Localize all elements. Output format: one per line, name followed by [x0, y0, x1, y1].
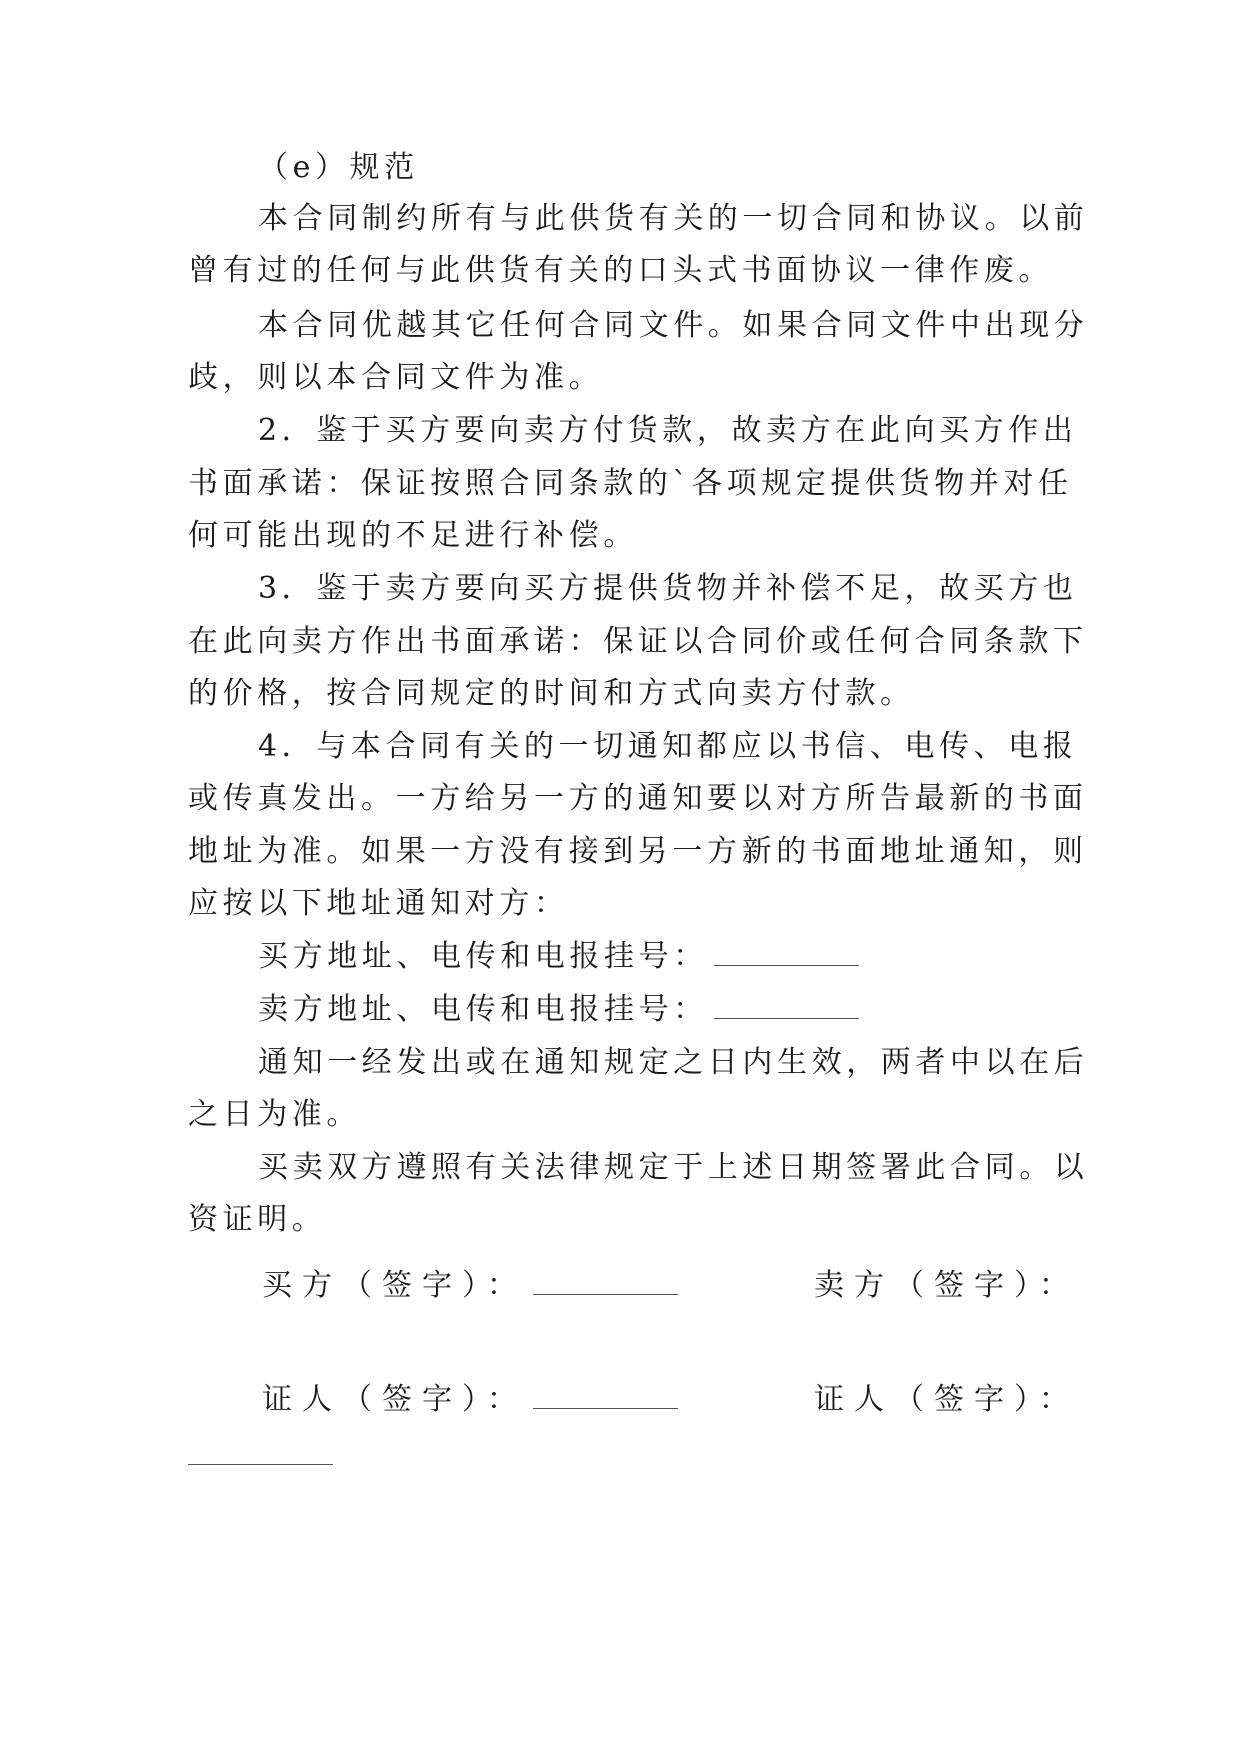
section-heading: （e）规范: [258, 150, 419, 185]
paragraph-line: 3．鉴于卖方要向买方提供货物并补偿不足，故买方也: [258, 571, 1078, 606]
paragraph-line: 何可能出现的不足进行补偿。: [188, 518, 638, 553]
paragraph-line: 本合同制约所有与此供货有关的一切合同和协议。以前: [258, 201, 1089, 236]
paragraph-line: 应按以下地址通知对方：: [188, 886, 569, 921]
paragraph-line: 2．鉴于买方要向卖方付货款，故卖方在此向买方作出: [258, 413, 1078, 448]
seller-signature-blank: [188, 1464, 333, 1465]
seller-address-label: 卖方地址、电传和电报挂号：: [258, 992, 708, 1027]
buyer-signature-line: [262, 1266, 678, 1306]
buyer-signature-blank: [533, 1270, 678, 1295]
seller-address-line: [258, 990, 859, 1030]
witness-right-label: 证人（签字）：: [814, 1382, 1079, 1417]
paragraph-line: 资证明。: [188, 1202, 327, 1237]
paragraph-line: 歧，则以本合同文件为准。: [188, 360, 604, 395]
paragraph-line: 之日为准。: [188, 1097, 361, 1132]
seller-signature-label: 卖方（签字）：: [814, 1268, 1079, 1303]
witness-left-line: [262, 1380, 678, 1420]
paragraph-line: 书面承诺：保证按照合同条款的`各项规定提供货物并对任: [188, 466, 1073, 501]
seller-address-blank: [714, 994, 859, 1019]
buyer-address-label: 买方地址、电传和电报挂号：: [258, 939, 708, 974]
paragraph-line: 本合同优越其它任何合同文件。如果合同文件中出现分: [258, 308, 1089, 343]
paragraph-line: 买卖双方遵照有关法律规定于上述日期签署此合同。以: [258, 1150, 1089, 1185]
buyer-address-line: [258, 937, 859, 977]
paragraph-line: 地址为准。如果一方没有接到另一方新的书面地址通知，则: [188, 834, 1088, 869]
paragraph-line: 通知一经发出或在通知规定之日内生效，两者中以在后: [258, 1045, 1089, 1080]
paragraph-line: 的价格，按合同规定的时间和方式向卖方付款。: [188, 676, 915, 711]
paragraph-line: 在此向卖方作出书面承诺：保证以合同价或任何合同条款下: [188, 624, 1088, 659]
paragraph-line: 或传真发出。一方给另一方的通知要以对方所告最新的书面: [188, 781, 1088, 816]
witness-left-label: 证人（签字）：: [262, 1382, 527, 1417]
paragraph-line: 曾有过的任何与此供货有关的口头式书面协议一律作废。: [188, 253, 1053, 288]
buyer-signature-label: 买方（签字）：: [262, 1268, 527, 1303]
buyer-address-blank: [714, 941, 859, 966]
paragraph-line: 4．与本合同有关的一切通知都应以书信、电传、电报: [258, 729, 1078, 764]
witness-left-blank: [533, 1384, 678, 1409]
